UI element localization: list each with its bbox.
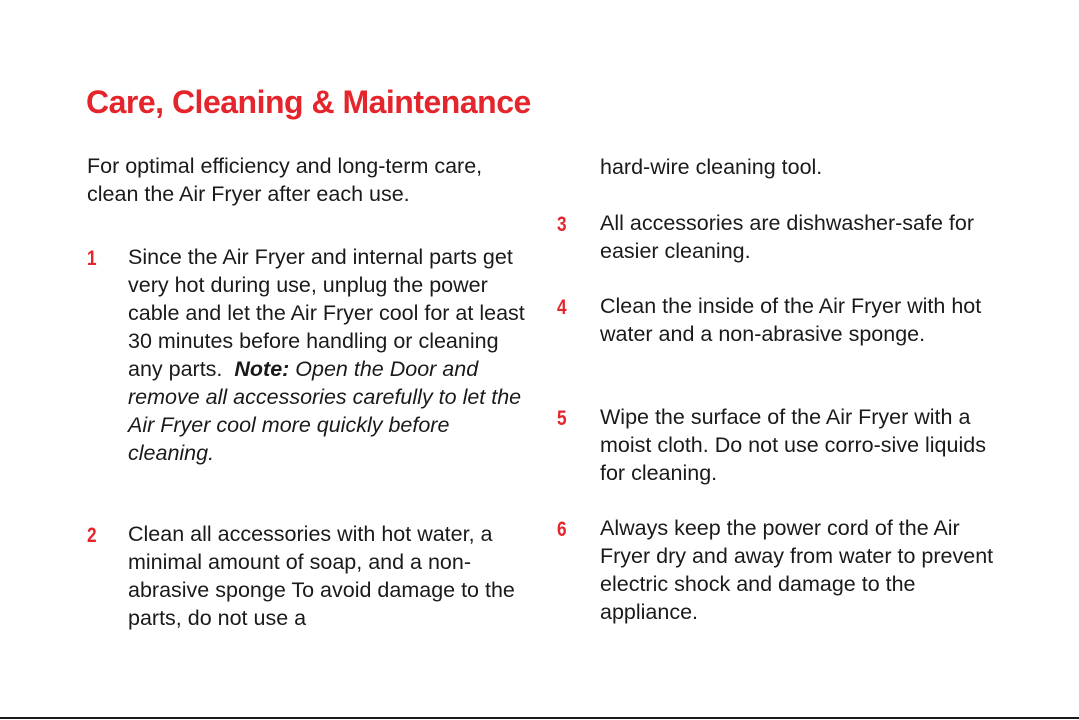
step-number: 3: [557, 213, 567, 236]
bottom-divider: [0, 717, 1079, 719]
page-title: Care, Cleaning & Maintenance: [86, 84, 531, 120]
step-text: Clean the inside of the Air Fryer with hot water and a non-abrasive sponge.: [600, 294, 982, 346]
step-text: Always keep the power cord of the Air Fryer dry and away from water to prevent electric shock and damage to the appliance.: [600, 516, 994, 624]
step-number: 6: [557, 518, 567, 541]
intro-paragraph: For optimal efficiency and long-term care, clean the Air Fryer after each use.: [87, 154, 483, 206]
note-label: Note:: [234, 357, 290, 381]
step-text: All accessories are dishwasher-safe for easier cleaning.: [600, 211, 975, 263]
step-number: 1: [87, 247, 97, 270]
step-text: Clean all accessories with hot water, a minimal amount of soap, and a non-abrasive sponge To avoid damage to the parts, do not use a: [128, 522, 515, 630]
note-text: Open the Door and remove all accessories carefully to let the Air Fryer cool more quickly before cleaning.: [128, 357, 522, 465]
step-2-continuation: hard-wire cleaning tool.: [600, 155, 823, 179]
step-text: Wipe the surface of the Air Fryer with a moist cloth. Do not use corro-sive liquids for cleaning.: [600, 405, 986, 485]
step-body: Since the Air Fryer and internal parts get very hot during use, unplug the power cable and let the Air Fryer cool for at least 30 minutes before handling or cleaning any parts.: [128, 245, 525, 381]
step-number: 5: [557, 407, 567, 430]
step-number: 2: [87, 524, 97, 547]
step-number: 4: [557, 296, 567, 319]
step-text: [128, 243, 528, 467]
